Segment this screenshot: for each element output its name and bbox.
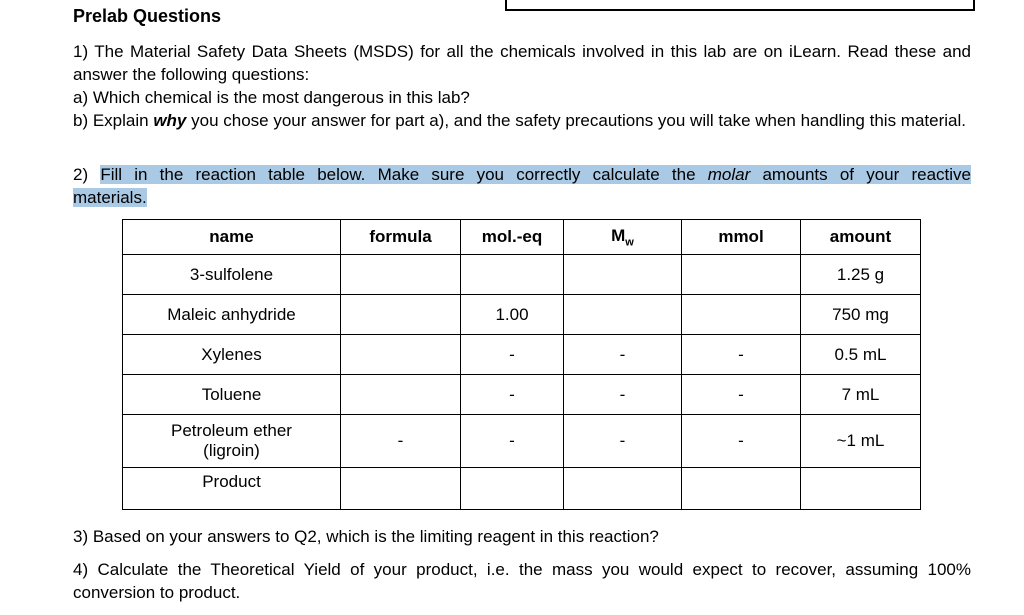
header-mol-eq: mol.-eq	[461, 220, 564, 255]
cell-formula[interactable]	[341, 468, 461, 510]
cell-mmol[interactable]	[682, 468, 801, 510]
cell-mmol: -	[682, 375, 801, 415]
header-amount: amount	[801, 220, 921, 255]
question-1b	[73, 109, 971, 132]
cell-amount: 0.5 mL	[801, 335, 921, 375]
question-2-highlight-end[interactable]: materials.	[73, 188, 147, 207]
question-2[interactable]	[73, 163, 971, 209]
header-formula: formula	[341, 220, 461, 255]
question-2-highlight[interactable]: Fill in the reaction table below. Make sure you correctly calculate the molar amounts of your reactive	[100, 165, 972, 184]
cell-mw: -	[564, 375, 682, 415]
cell-mmol: -	[682, 335, 801, 375]
cell-mol-eq: -	[461, 335, 564, 375]
header-box-fragment	[505, 0, 975, 11]
cell-mol-eq[interactable]	[461, 255, 564, 295]
table-row	[123, 295, 921, 335]
question-1-intro: 1) The Material Safety Data Sheets (MSDS) for all the chemicals involved in this lab are on iLearn. Read these and answer the following questions:	[73, 42, 971, 84]
question-4: 4) Calculate the Theoretical Yield of your product, i.e. the mass you would expect to recover, assuming 100% conversion to product.	[73, 560, 971, 602]
cell-amount: ~1 mL	[801, 415, 921, 468]
cell-mmol[interactable]	[682, 295, 801, 335]
cell-mw: -	[564, 335, 682, 375]
cell-mw: -	[564, 415, 682, 468]
header-mmol: mmol	[682, 220, 801, 255]
question-3: 3) Based on your answers to Q2, which is the limiting reagent in this reaction?	[73, 527, 659, 546]
page-title: Prelab Questions	[73, 6, 222, 26]
cell-mol-eq: -	[461, 415, 564, 468]
question-2-line2[interactable]	[73, 186, 971, 209]
cell-mol-eq: -	[461, 375, 564, 415]
table-row	[123, 415, 921, 468]
cell-name: Maleic anhydride	[123, 295, 341, 335]
table-row	[123, 375, 921, 415]
cell-formula[interactable]	[341, 335, 461, 375]
question-2-line1[interactable]	[73, 163, 971, 186]
cell-mw[interactable]	[564, 295, 682, 335]
cell-amount: 750 mg	[801, 295, 921, 335]
reaction-table	[122, 219, 921, 510]
cell-mw[interactable]	[564, 255, 682, 295]
cell-formula[interactable]	[341, 295, 461, 335]
cell-formula: -	[341, 415, 461, 468]
table-row	[123, 335, 921, 375]
cell-mmol: -	[682, 415, 801, 468]
cell-formula[interactable]	[341, 255, 461, 295]
cell-amount[interactable]	[801, 468, 921, 510]
cell-name: Petroleum ether (ligroin)	[123, 415, 341, 468]
cell-name: Toluene	[123, 375, 341, 415]
header-name: name	[123, 220, 341, 255]
question-2-emphasis: molar	[707, 165, 751, 184]
question-2-number: 2)	[73, 165, 101, 184]
cell-amount: 7 mL	[801, 375, 921, 415]
question-1a: a) Which chemical is the most dangerous in this lab?	[73, 88, 470, 107]
table-row	[123, 468, 921, 510]
table-header-row	[123, 220, 921, 255]
table-row	[123, 255, 921, 295]
question-1b-emphasis: why	[153, 111, 187, 130]
cell-name: Product	[123, 468, 341, 510]
cell-amount: 1.25 g	[801, 255, 921, 295]
cell-formula[interactable]	[341, 375, 461, 415]
question-1b-pre: b) Explain	[73, 111, 154, 130]
cell-name: Xylenes	[123, 335, 341, 375]
question-1b-post: you chose your answer for part a), and the safety precautions you will take when handling this material.	[186, 111, 966, 130]
cell-mol-eq[interactable]	[461, 468, 564, 510]
header-mw: $M_w$	[564, 220, 682, 255]
question-1	[73, 40, 971, 132]
cell-mol-eq: 1.00	[461, 295, 564, 335]
cell-mmol[interactable]	[682, 255, 801, 295]
cell-mw[interactable]	[564, 468, 682, 510]
cell-name: 3-sulfolene	[123, 255, 341, 295]
